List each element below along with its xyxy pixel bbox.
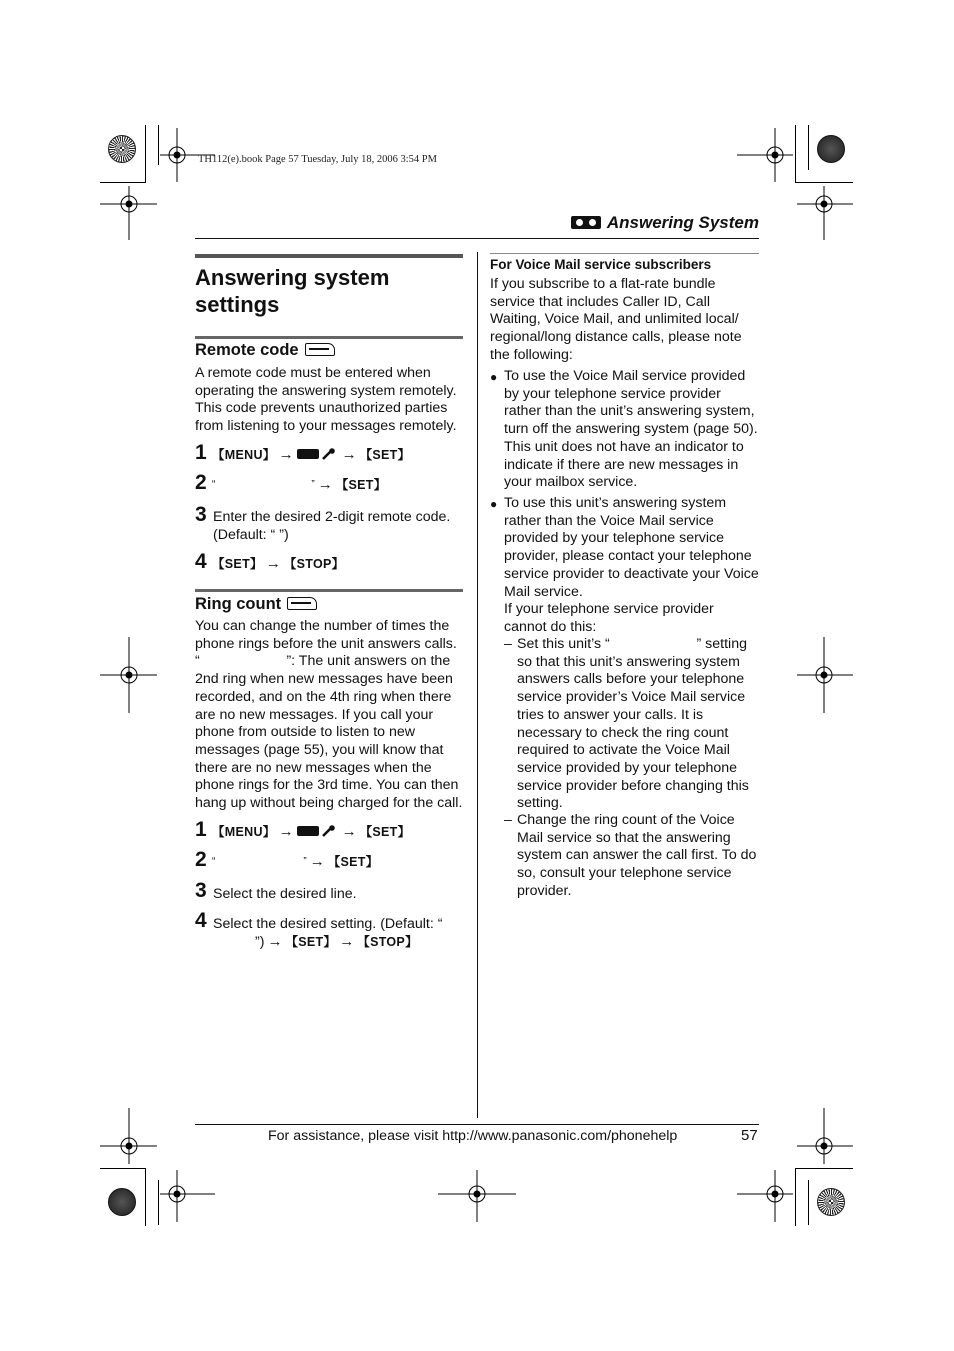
step-1-line (212, 446, 410, 464)
body-line: provider. (517, 882, 572, 899)
body-line: This code prevents unauthorized parties (195, 400, 448, 417)
body-line: service provided by your telephone (517, 759, 738, 776)
body-line: This unit does not have an indicator to (504, 438, 744, 455)
step-text-line: Select the desired setting. (Default: “ (213, 916, 443, 932)
body-line: To use the Voice Mail service provided (504, 368, 746, 384)
dash-2-text (517, 812, 756, 901)
bullet-2-text (504, 495, 759, 637)
step-number: 4 (195, 909, 207, 932)
body-line: messages (page 55), you will know that (195, 741, 444, 758)
step-text-line: Enter the desired 2-digit remote code. (213, 509, 451, 525)
body-line: provider, please contact your telephone (504, 548, 752, 565)
body-line: A remote code must be entered when (195, 365, 431, 381)
body-line: phone from outside to listen to new (195, 724, 416, 741)
body-line: turn off the answering system (page 50). (504, 421, 758, 438)
step-number: 3 (195, 503, 207, 526)
header-title: Answering System (606, 213, 759, 232)
body-line: provided by your telephone service (504, 530, 725, 547)
page-title-line: settings (195, 292, 280, 317)
arrow: → (267, 933, 283, 950)
step-1-line (212, 823, 410, 841)
body-line: the following: (490, 346, 573, 363)
registration-target-icon (797, 637, 853, 713)
registration-target-icon (737, 128, 793, 182)
bullet-icon: ● (490, 370, 498, 384)
step-3-text: Select the desired line. (213, 886, 357, 902)
arrow: → (341, 823, 357, 840)
body-line: 2nd ring when new messages have been (195, 671, 453, 688)
body-line: Waiting, Voice Mail, and unlimited local/ (490, 311, 739, 328)
body-line: You can change the number of times the (195, 618, 450, 634)
body-line: indicate if there are new messages in (504, 456, 739, 473)
body-line: phone rings for the 3rd time. You can then (195, 777, 459, 794)
stop-key: 【STOP】 (357, 935, 418, 949)
body-line: system can answer the call first. To do (517, 847, 757, 864)
answering-menu-icon (297, 825, 339, 837)
step-text-line: (Default: “ ”) (213, 527, 289, 543)
body-line: service provider’s Voice Mail service (517, 689, 746, 706)
bullet-icon: ● (490, 497, 498, 511)
dash-marker: – (504, 812, 512, 828)
remote-code-heading-text: Remote code (195, 341, 299, 359)
body-line: If your telephone service provider (504, 601, 714, 618)
body-line: To use this unit’s answering system (504, 495, 727, 511)
stop-key: 【STOP】 (283, 557, 345, 571)
step-number: 1 (195, 441, 207, 464)
body-line: If you subscribe to a flat-rate bundle (490, 276, 716, 292)
body-line: hang up without being charged for the call. (195, 795, 463, 812)
voice-mail-intro (490, 276, 742, 365)
set-key: 【SET】 (359, 448, 411, 462)
section-rule (195, 589, 463, 592)
arrow: → (341, 446, 357, 463)
arrow: → (265, 555, 281, 572)
step-text-line (213, 933, 442, 951)
color-rosette-icon (817, 135, 845, 163)
quote-close: ” (303, 856, 307, 867)
step-number: 3 (195, 879, 207, 902)
set-key: 【SET】 (285, 935, 337, 949)
body-line: service provider before changing this (517, 777, 749, 794)
registration-target-icon (438, 1170, 516, 1222)
body-line: are no new messages. If you call your (195, 706, 434, 723)
body-line: from listening to your messages remotely. (195, 418, 457, 435)
body-line: there are no new messages when the (195, 759, 432, 776)
box-rule (490, 253, 759, 254)
assistance-text: For assistance, please visit http://www.panasonic.com/phonehelp (268, 1128, 678, 1144)
menu-key: 【MENU】 (212, 448, 276, 462)
arrow: → (278, 823, 294, 840)
ring-count-heading-text: Ring count (195, 595, 282, 613)
body-line: service that includes Caller ID, Call (490, 293, 710, 310)
step-number: 2 (195, 471, 207, 494)
quote-open: “ (212, 479, 216, 490)
body-line: Set this unit’s “ ” setting (517, 636, 747, 652)
step-number: 2 (195, 848, 207, 871)
quote-close: ” (311, 479, 315, 490)
body-line: answers calls before your telephone (517, 671, 745, 688)
dash-marker: – (504, 636, 512, 652)
body-line: by your telephone service provider (504, 385, 721, 402)
registration-target-icon (100, 186, 157, 240)
body-line: regional/long distance calls, please note (490, 329, 742, 346)
answering-tape-icon (571, 216, 601, 229)
quote-open: “ (212, 856, 216, 867)
handset-icon (287, 597, 317, 610)
file-stamp: TH112(e).book Page 57 Tuesday, July 18, 2006 3:54 PM (198, 154, 437, 165)
color-rosette-icon (108, 135, 136, 163)
body-line: “ ”: The unit answers on the (195, 653, 451, 670)
set-key: 【SET】 (212, 557, 263, 571)
body-line: cannot do this: (504, 618, 597, 635)
page-title-line: Answering system (195, 265, 390, 290)
handset-icon (305, 343, 335, 356)
body-line: recorded, and on the 4th ring when there (195, 688, 452, 705)
menu-key: 【MENU】 (212, 825, 276, 839)
step-number: 1 (195, 818, 207, 841)
body-line: phone rings before the unit answers calls. (195, 635, 457, 652)
running-header (571, 213, 759, 233)
header-rule (195, 238, 759, 239)
answering-menu-icon (297, 448, 339, 460)
step-4-line (212, 555, 344, 573)
body-line: Change the ring count of the Voice (517, 812, 735, 828)
body-line: necessary to check the ring count (517, 724, 729, 741)
body-line: your mailbox service. (504, 474, 638, 491)
registration-target-icon (797, 1108, 853, 1164)
ring-count-heading (195, 595, 317, 614)
step-4-text (213, 915, 442, 951)
registration-target-icon (100, 1108, 157, 1164)
registration-target-icon (160, 1170, 215, 1222)
arrow: → (339, 933, 355, 950)
remote-code-heading (195, 341, 335, 360)
body-line: rather than the unit’s answering system, (504, 403, 755, 420)
dash-1-text (517, 636, 749, 813)
registration-target-icon (737, 1170, 793, 1222)
body-line: Mail service. (504, 583, 583, 600)
arrow: → (309, 853, 325, 870)
body-line: tries to answer your calls. It is (517, 706, 704, 723)
body-line: Mail service so that the answering (517, 829, 731, 846)
arrow: → (317, 476, 333, 493)
voice-mail-heading: For Voice Mail service subscribers (490, 257, 712, 272)
page-title (195, 264, 389, 318)
remote-code-body (195, 365, 457, 436)
set-key: 【SET】 (359, 825, 411, 839)
default-close: ”) (255, 934, 265, 950)
body-line: setting. (517, 795, 563, 812)
body-line: service provider to deactivate your Voice (504, 565, 759, 582)
step-2-line (212, 476, 387, 494)
set-key: 【SET】 (327, 855, 379, 869)
step-3-text (213, 508, 450, 544)
registration-target-icon (100, 637, 157, 713)
section-rule (195, 336, 463, 339)
registration-target-icon (797, 186, 853, 240)
page-number: 57 (741, 1127, 758, 1144)
title-rule (195, 254, 463, 258)
footer-rule (195, 1124, 759, 1125)
bullet-1-text (504, 368, 758, 492)
body-line: rather than the Voice Mail service (504, 512, 714, 529)
body-line: required to activate the Voice Mail (517, 742, 730, 759)
step-number: 4 (195, 550, 207, 573)
body-line: operating the answering system remotely. (195, 382, 457, 399)
arrow: → (278, 446, 294, 463)
color-rosette-icon (817, 1188, 845, 1216)
color-rosette-icon (108, 1188, 136, 1216)
set-key: 【SET】 (335, 478, 387, 492)
body-line: so, consult your telephone service (517, 865, 732, 882)
step-2-line (212, 853, 379, 871)
ring-count-body (195, 618, 462, 813)
column-divider (477, 252, 478, 1118)
body-line: so that this unit’s answering system (517, 653, 740, 670)
